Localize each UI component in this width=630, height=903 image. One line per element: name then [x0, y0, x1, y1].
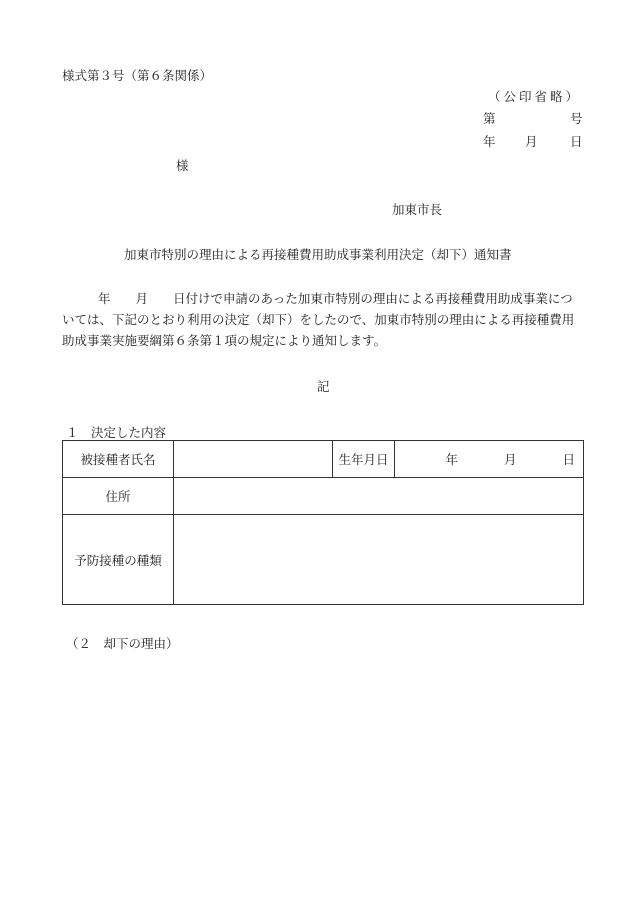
addressee-honorific: 様 [176, 158, 189, 173]
address-label: 住所 [63, 478, 174, 515]
table-row [63, 515, 584, 605]
form-number: 様式第３号（第６条関係） [62, 68, 213, 83]
issue-date-year: 年 [483, 134, 496, 149]
body-paragraph [62, 288, 584, 351]
birth-date-year: 年 [445, 452, 458, 467]
section1-heading: １ 決定した内容 [66, 425, 167, 440]
issue-date-day: 日 [570, 134, 583, 149]
issue-date-month: 月 [525, 134, 538, 149]
body-line-1: 年 月 日付けで申請のあった加東市特別の理由による再接種費用助成事業につ [98, 291, 573, 306]
recipient-name-label: 被接種者氏名 [63, 441, 174, 478]
document-number-prefix: 第 [483, 111, 496, 126]
birth-date-label: 生年月日 [333, 441, 395, 478]
birth-date-field[interactable] [395, 441, 584, 478]
body-line-3: 助成事業実施要綱第６条第１項の規定により通知します。 [62, 333, 387, 348]
recipient-name-field[interactable] [174, 441, 333, 478]
vaccine-type-field[interactable] [174, 515, 584, 605]
body-line-2: いては、下記のとおり利用の決定（却下）をしたので、加東市特別の理由による再接種費用 [62, 312, 575, 327]
table-row [63, 441, 584, 478]
birth-date-month: 月 [503, 452, 517, 467]
vaccine-type-label: 予防接種の種類 [63, 515, 174, 605]
table-row [63, 478, 584, 515]
decision-table [62, 440, 584, 605]
section2-heading: （２ 却下の理由） [66, 636, 179, 651]
document-title: 加東市特別の理由による再接種費用助成事業利用決定（却下）通知書 [124, 247, 512, 262]
address-field[interactable] [174, 478, 584, 515]
ki-heading: 記 [317, 379, 330, 394]
document-number-suffix: 号 [570, 111, 583, 126]
birth-date-day: 日 [562, 452, 575, 467]
sender-name: 加東市長 [392, 202, 443, 217]
seal-omitted-note: （公印省略） [488, 89, 582, 104]
